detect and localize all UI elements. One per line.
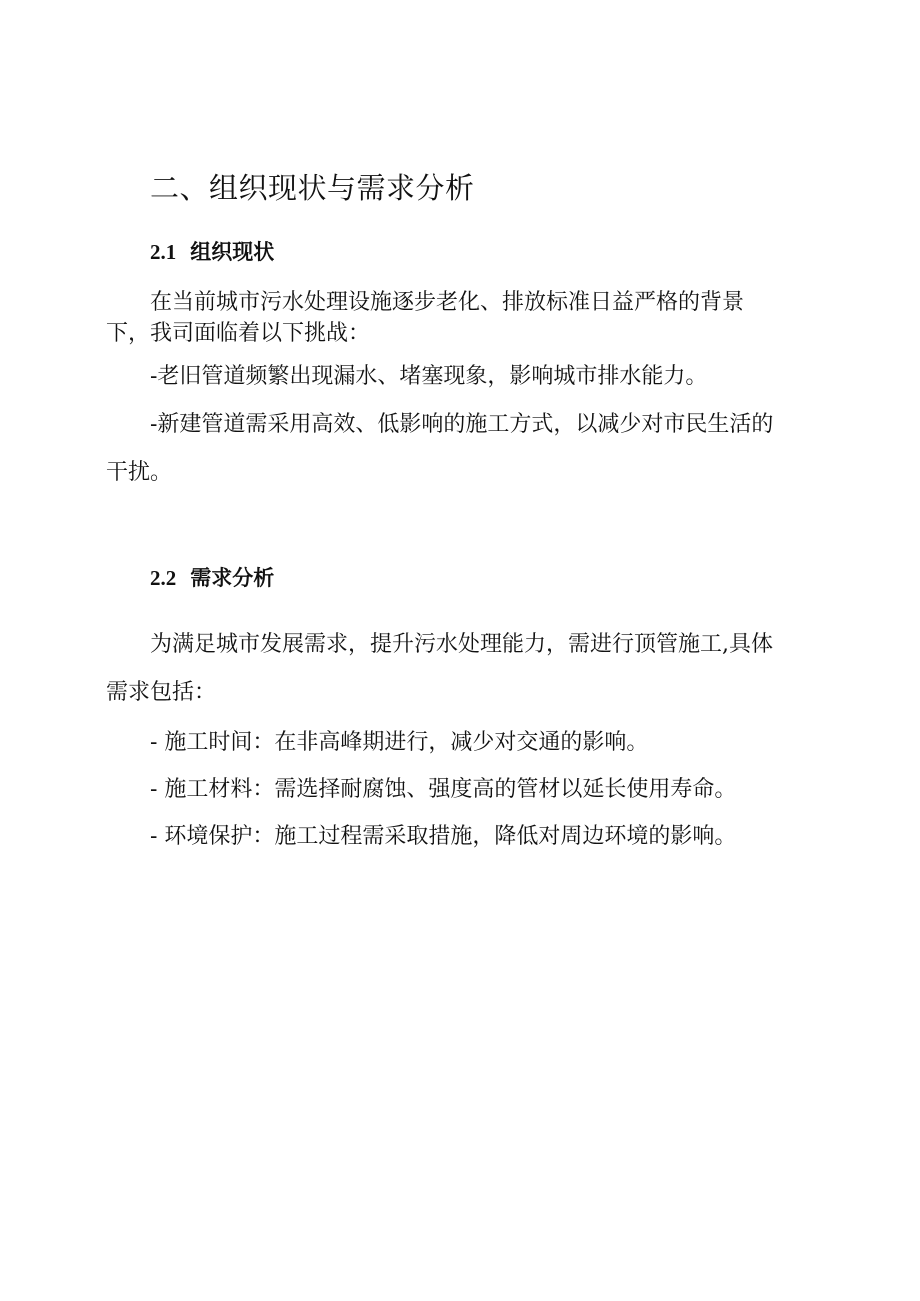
subsection-heading-2-1 [150, 236, 274, 266]
list-item: - 施工时间：在非高峰期进行，减少对交通的影响。 [150, 730, 649, 755]
list-item: -老旧管道频繁出现漏水、堵塞现象，影响城市排水能力。 [150, 364, 708, 389]
subsection-heading-2-2 [150, 562, 274, 592]
paragraph-line: 干扰。 [106, 460, 173, 485]
subsection-number: 2.2 [150, 566, 177, 590]
paragraph-line: 下，我司面临着以下挑战： [106, 321, 371, 346]
paragraph-line: 为满足城市发展需求，提升污水处理能力，需进行顶管施工,具体 [150, 632, 773, 657]
list-item: - 环境保护：施工过程需采取措施，降低对周边环境的影响。 [150, 824, 737, 849]
subsection-title: 需求分析 [190, 566, 275, 590]
section-title: 二、组织现状与需求分析 [150, 171, 475, 205]
paragraph-line: 在当前城市污水处理设施逐步老化、排放标准日益严格的背景 [150, 290, 745, 315]
paragraph-line: 需求包括： [106, 680, 217, 705]
list-item: -新建管道需采用高效、低影响的施工方式，以减少对市民生活的 [150, 412, 774, 437]
list-item: - 施工材料：需选择耐腐蚀、强度高的管材以延长使用寿命。 [150, 777, 737, 802]
subsection-title: 组织现状 [190, 240, 275, 264]
subsection-number: 2.1 [150, 240, 177, 264]
